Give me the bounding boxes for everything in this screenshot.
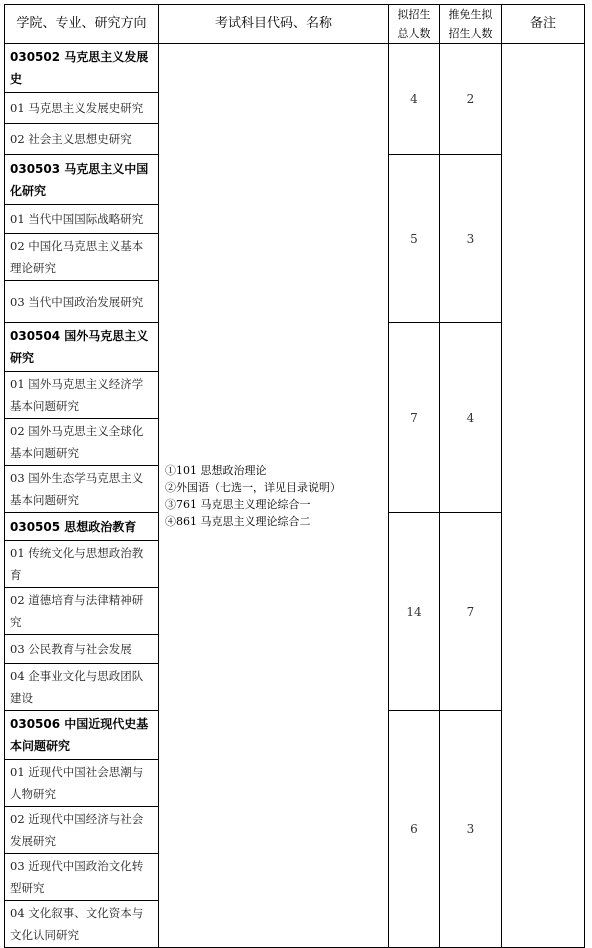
major-cell: 030502 马克思主义发展史	[5, 44, 159, 93]
major-cell: 030504 国外马克思主义研究	[5, 323, 159, 372]
header-row	[5, 5, 585, 44]
direction-cell: 02 国外马克思主义全球化基本问题研究	[5, 419, 159, 466]
exam-subject: ③761 马克思主义理论综合一	[165, 497, 311, 511]
plan-count: 6	[389, 711, 440, 948]
exempt-count: 3	[440, 155, 502, 323]
plan-count: 14	[389, 513, 440, 711]
note-cell	[502, 44, 585, 948]
header-exam: 考试科目代码、名称	[159, 5, 389, 44]
direction-cell: 04 文化叙事、文化资本与文化认同研究	[5, 901, 159, 948]
plan-count: 5	[389, 155, 440, 323]
direction-cell: 02 中国化马克思主义基本理论研究	[5, 234, 159, 281]
major-cell: 030505 思想政治教育	[5, 513, 159, 541]
exempt-count: 7	[440, 513, 502, 711]
plan-count: 4	[389, 44, 440, 155]
exam-subject: ①101 思想政治理论	[165, 463, 267, 477]
direction-cell: 03 近现代中国政治文化转型研究	[5, 854, 159, 901]
header-exempt: 推免生拟 招生人数	[440, 5, 502, 44]
direction-cell: 01 当代中国国际战略研究	[5, 205, 159, 234]
exempt-count: 2	[440, 44, 502, 155]
header-note: 备注	[502, 5, 585, 44]
direction-cell: 01 近现代中国社会思潮与人物研究	[5, 760, 159, 807]
exempt-count: 3	[440, 711, 502, 948]
admissions-table	[4, 4, 585, 948]
direction-cell: 01 马克思主义发展史研究	[5, 93, 159, 124]
exam-subject: ④861 马克思主义理论综合二	[165, 514, 311, 528]
direction-cell: 02 近现代中国经济与社会发展研究	[5, 807, 159, 854]
exam-subject: ②外国语（七选一，详见目录说明）	[165, 480, 341, 494]
plan-count: 7	[389, 323, 440, 513]
exempt-count: 4	[440, 323, 502, 513]
direction-cell: 01 国外马克思主义经济学基本问题研究	[5, 372, 159, 419]
header-plan: 拟招生 总人数	[389, 5, 440, 44]
direction-cell: 04 企事业文化与思政团队建设	[5, 664, 159, 711]
exam-subjects-cell	[159, 44, 389, 948]
direction-cell: 03 当代中国政治发展研究	[5, 281, 159, 323]
direction-cell: 03 国外生态学马克思主义基本问题研究	[5, 466, 159, 513]
direction-cell: 02 社会主义思想史研究	[5, 124, 159, 155]
table-row	[5, 44, 585, 93]
direction-cell: 02 道德培育与法律精神研究	[5, 588, 159, 635]
direction-cell: 03 公民教育与社会发展	[5, 635, 159, 664]
major-cell: 030506 中国近现代史基本问题研究	[5, 711, 159, 760]
header-direction: 学院、专业、研究方向	[5, 5, 159, 44]
direction-cell: 01 传统文化与思想政治教育	[5, 541, 159, 588]
major-cell: 030503 马克思主义中国化研究	[5, 155, 159, 205]
